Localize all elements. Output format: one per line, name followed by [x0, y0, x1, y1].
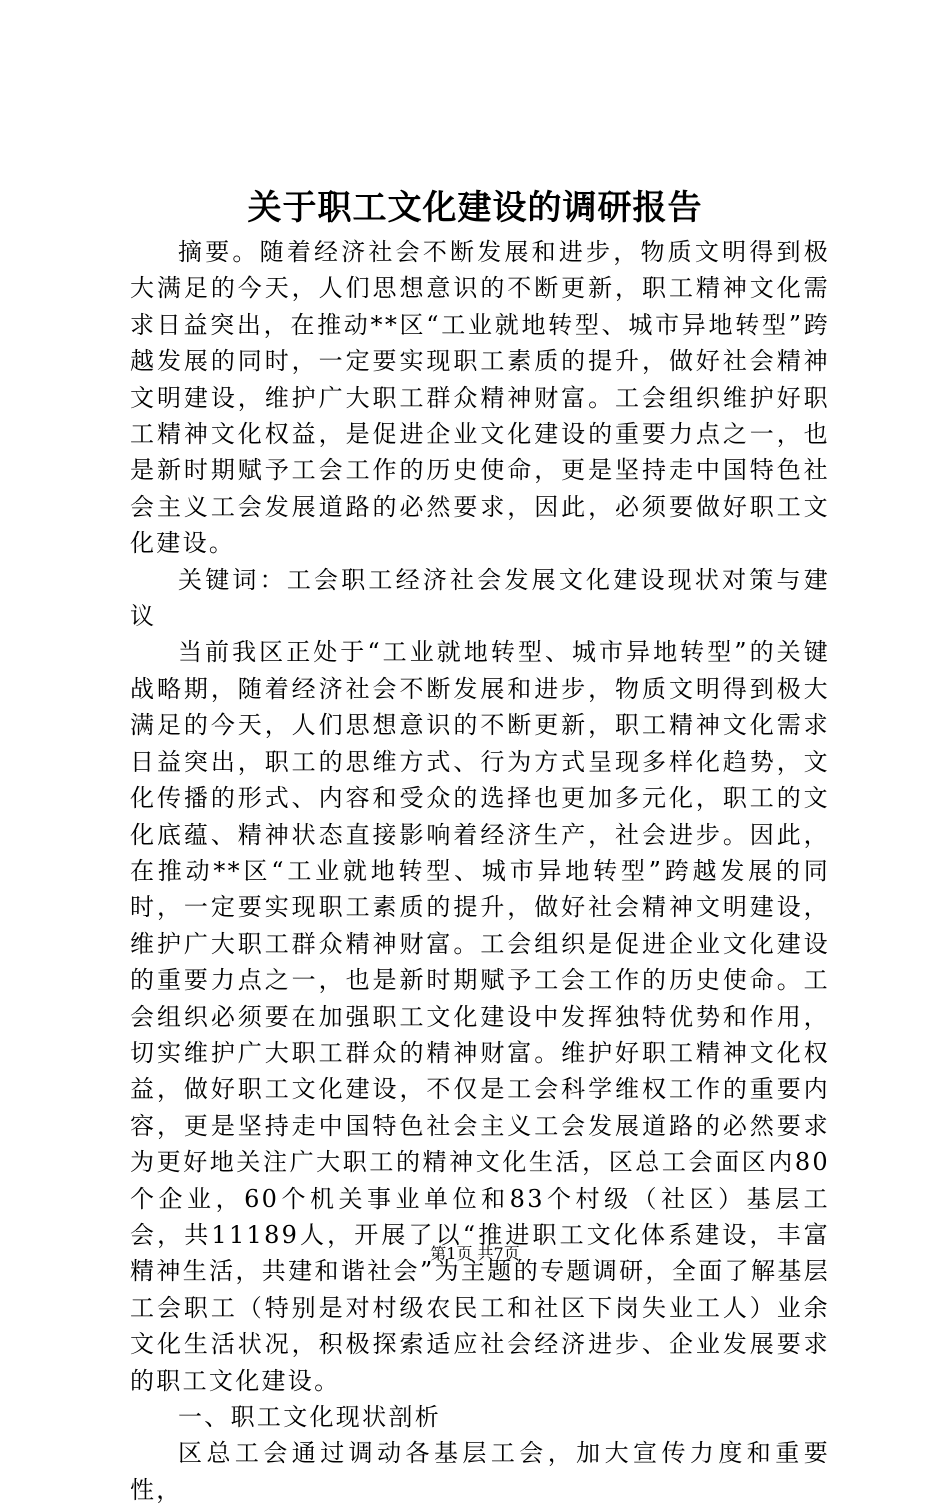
section-heading: 一、职工文化现状剖析 — [178, 1403, 441, 1431]
page-indicator: 第1页 共7页 — [430, 1244, 520, 1263]
document-title: 关于职工文化建设的调研报告 — [247, 188, 703, 228]
keywords-paragraph: 关键词：工会职工经济社会发展文化建设现状对策与建议 — [130, 565, 830, 631]
section-paragraph: 区总工会通过调动各基层工会，加大宣传力度和重要性， — [130, 1439, 830, 1504]
abstract-paragraph: 摘要。随着经济社会不断发展和进步，物质文明得到极大满足的今天，人们思想意识的不断更新，职工精神文化需求日益突出，在推动**区“工业就地转型、城市异地转型”跨越发展的同时，一定要实现职工素质的提升，做好社会精神文明建设，维护广大职工群众精神财富。工会组织维护好职工精神文化权益，是促进企业文化建设的重要力点之一，也是新时期赋予工会工作的历史使命，更是坚持走中国特色社会主义工会发展道路的必然要求，因此，必须要做好职工文化建设。 — [130, 238, 830, 558]
intro-paragraph: 当前我区正处于“工业就地转型、城市异地转型”的关键战略期，随着经济社会不断发展和进步，物质文明得到极大满足的今天，人们思想意识的不断更新，职工精神文化需求日益突出，职工的思维方式、行为方式呈现多样化趋势，文化传播的形式、内容和受众的选择也更加多元化，职工的文化底蕴、精神状态直接影响着经济生产，社会进步。因此，在推动**区“工业就地转型、城市异地转型”跨越发展的同时，一定要实现职工素质的提升，做好社会精神文明建设，维护广大职工群众精神财富。工会组织是促进企业文化建设的重要力点之一，也是新时期赋予工会工作的历史使命。工会组织必须要在加强职工文化建设中发挥独特优势和作用，切实维护广大职工群众的精神财富。维护好职工精神文化权益，做好职工文化建设，不仅是工会科学维权工作的重要内容，更是坚持走中国特色社会主义工会发展道路的必然要求为更好地关注广大职工的精神文化生活，区总工会面区内80个企业，60个机关事业单位和83个村级（社区）基层工会，共11189人，开展了以“推进职工文化体系建设，丰富精神生活，共建和谐社会”为主题的专题调研，全面了解基层工会职工（特别是对村级农民工和社区下岗失业工人）业余文化生活状况，积极探索适应社会经济进步、企业发展要求的职工文化建设。 — [130, 638, 830, 1395]
document-body — [130, 234, 830, 1508]
